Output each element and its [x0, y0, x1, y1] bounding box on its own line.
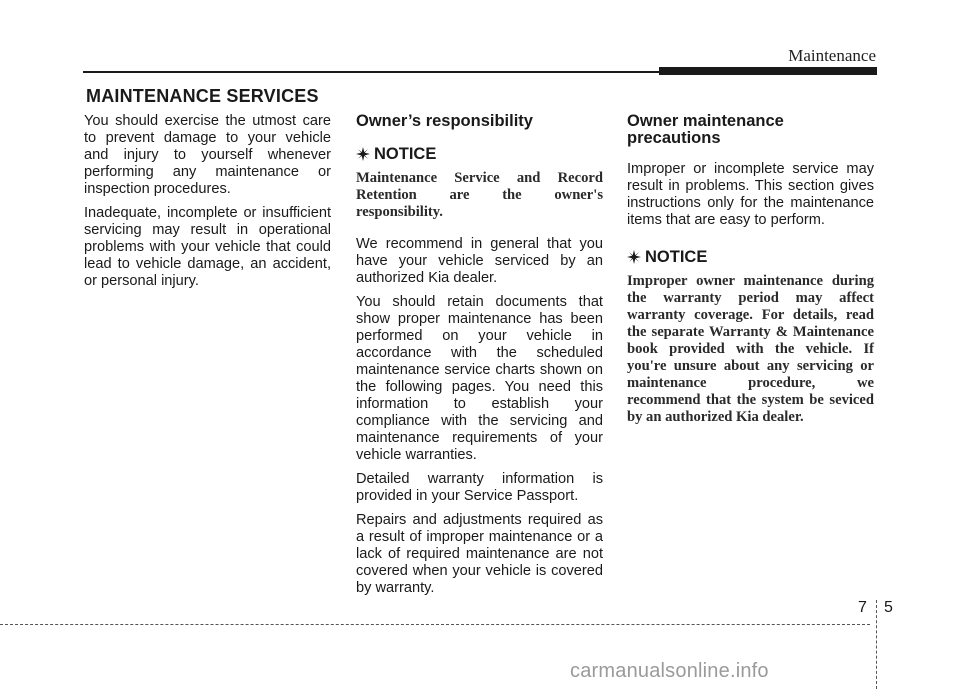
header-rule-accent — [659, 67, 877, 75]
paragraph: You should retain documents that show proper maintenance has been performed on your vehicle in accordance with the scheduled maintenance service charts shown on the following pages. You need this information to establish your compliance with the servicing and maintenance requirements of your vehicle warranties. — [356, 294, 603, 463]
notice-text: Improper owner maintenance during the warranty period may affect warranty coverage. For details, read the separate Warranty & Maintenance book provided with the vehicle. If you're unsure about any servicing or maintenance procedure, we recommend that the system be seviced by an authorized Kia dealer. — [627, 273, 874, 425]
owner-responsibility-heading: Owner’s responsibility — [356, 112, 533, 130]
notice-label: NOTICE — [374, 145, 437, 163]
paragraph: Improper or incomplete service may result in problems. This section gives instructions only for the maintenance items that are easy to perform. — [627, 161, 874, 228]
column-left — [84, 113, 331, 297]
chapter-number: 7 — [858, 599, 867, 616]
column-middle — [356, 113, 603, 604]
paragraph: Detailed warranty information is provided in your Service Passport. — [356, 471, 603, 504]
notice-heading — [627, 247, 874, 267]
paragraph: Inadequate, incomplete or insufficient servicing may result in operational problems with your vehicle that could lead to vehicle damage, an accident, or personal injury. — [84, 205, 331, 289]
header-rule — [83, 71, 661, 73]
footer-divider — [876, 600, 877, 689]
notice-heading — [356, 144, 603, 164]
notice-label: NOTICE — [645, 248, 708, 266]
page-number: 5 — [884, 599, 893, 616]
notice-star-icon — [356, 147, 370, 161]
paragraph: Repairs and adjustments required as a result of improper maintenance or a lack of required maintenance are not covered when your vehicle is covered by warranty. — [356, 512, 603, 596]
notice-text: Maintenance Service and Record Retention are the owner's responsibility. — [356, 170, 603, 220]
watermark: carmanualsonline.info — [570, 660, 769, 682]
column-right — [627, 113, 874, 441]
owner-precautions-heading: Owner maintenance precautions — [627, 112, 784, 147]
footer-rule — [0, 624, 870, 625]
header-title: Maintenance — [788, 46, 876, 65]
paragraph: You should exercise the utmost care to prevent damage to your vehicle and injury to yourself whenever performing any maintenance or inspection procedures. — [84, 113, 331, 197]
notice-star-icon — [627, 250, 641, 264]
paragraph: We recommend in general that you have your vehicle serviced by an authorized Kia dealer. — [356, 236, 603, 286]
section-title: MAINTENANCE SERVICES — [86, 86, 319, 106]
